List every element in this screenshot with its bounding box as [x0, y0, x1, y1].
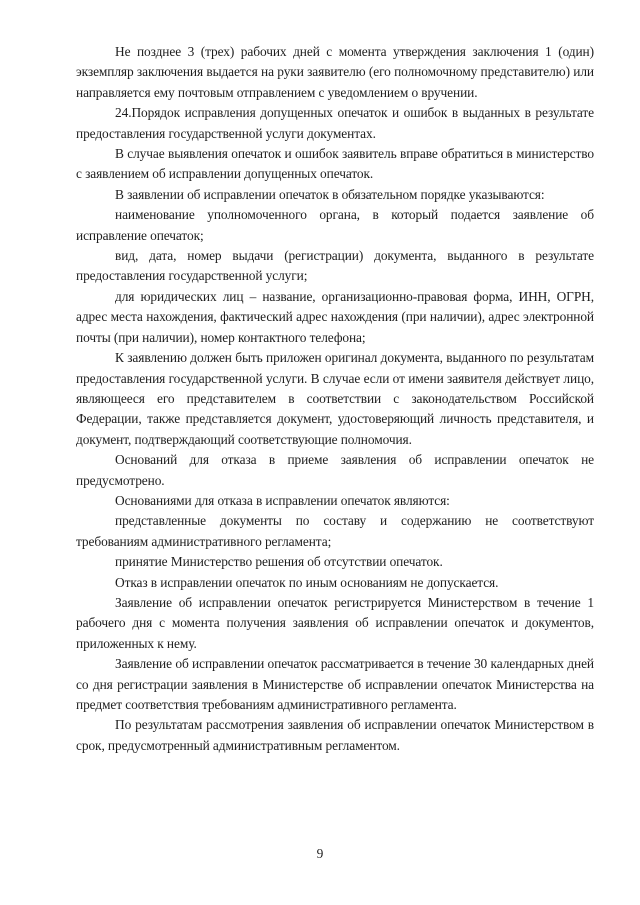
list-item: для юридических лиц – название, организационно-правовая форма, ИНН, ОГРН, адрес места нахождения, фактический адрес нахождения (при наличии), адрес электронной почты (при наличии), номер контактного телефона;	[76, 288, 594, 345]
paragraph: Заявление об исправлении опечаток регистрируется Министерством в течение 1 рабочего дня с момента получения заявления об исправлении опечаток и документов, приложенных к нему.	[76, 594, 594, 651]
section-heading: 24.Порядок исправления допущенных опечаток и ошибок в выданных в результате предоставления государственной услуги документах.	[76, 105, 594, 141]
paragraph: Оснований для отказа в приеме заявления об исправлении опечаток не предусмотрено.	[76, 452, 594, 488]
list-item: принятие Министерство решения об отсутствии опечаток.	[115, 554, 443, 570]
list-item: наименование уполномоченного органа, в который подается заявление об исправление опечаток;	[76, 207, 594, 243]
paragraph: Основаниями для отказа в исправлении опечаток являются:	[115, 492, 450, 508]
paragraph: Не позднее 3 (трех) рабочих дней с момента утверждения заключения 1 (один) экземпляр заключения выдается на руки заявителю (его полномочному представителю) или направляется ему почтовым отправлением с уведомлением о вручении.	[76, 44, 594, 100]
paragraph: По результатам рассмотрения заявления об исправлении опечаток Министерством в срок, предусмотренный административным регламентом.	[76, 717, 594, 753]
document-body	[76, 42, 594, 756]
paragraph: Отказ в исправлении опечаток по иным основаниям не допускается.	[115, 574, 499, 590]
paragraph: К заявлению должен быть приложен оригинал документа, выданного по результатам предоставления государственной услуги. В случае если от имени заявителя действует лицо, являющееся его представителем в соответствии с законодательством Российской Федерации, также представляется документ, удостоверяющий личность представителя, и документ, подтверждающий соответствующие полномочия.	[76, 350, 594, 447]
page-number: 9	[316, 846, 324, 861]
paragraph: В заявлении об исправлении опечаток в обязательном порядке указываются:	[115, 186, 545, 202]
paragraph: В случае выявления опечаток и ошибок заявитель вправе обратиться в министерство с заявлением об исправлении допущенных опечаток.	[76, 146, 594, 182]
list-item: представленные документы по составу и содержанию не соответствуют требованиям административного регламента;	[76, 513, 594, 549]
paragraph: Заявление об исправлении опечаток рассматривается в течение 30 календарных дней со дня регистрации заявления в Министерстве об исправлении опечаток Министерства на предмет соответствия требованиям административного регламента.	[76, 656, 594, 712]
list-item: вид, дата, номер выдачи (регистрации) документа, выданного в результате предоставления государственной услуги;	[76, 248, 594, 284]
